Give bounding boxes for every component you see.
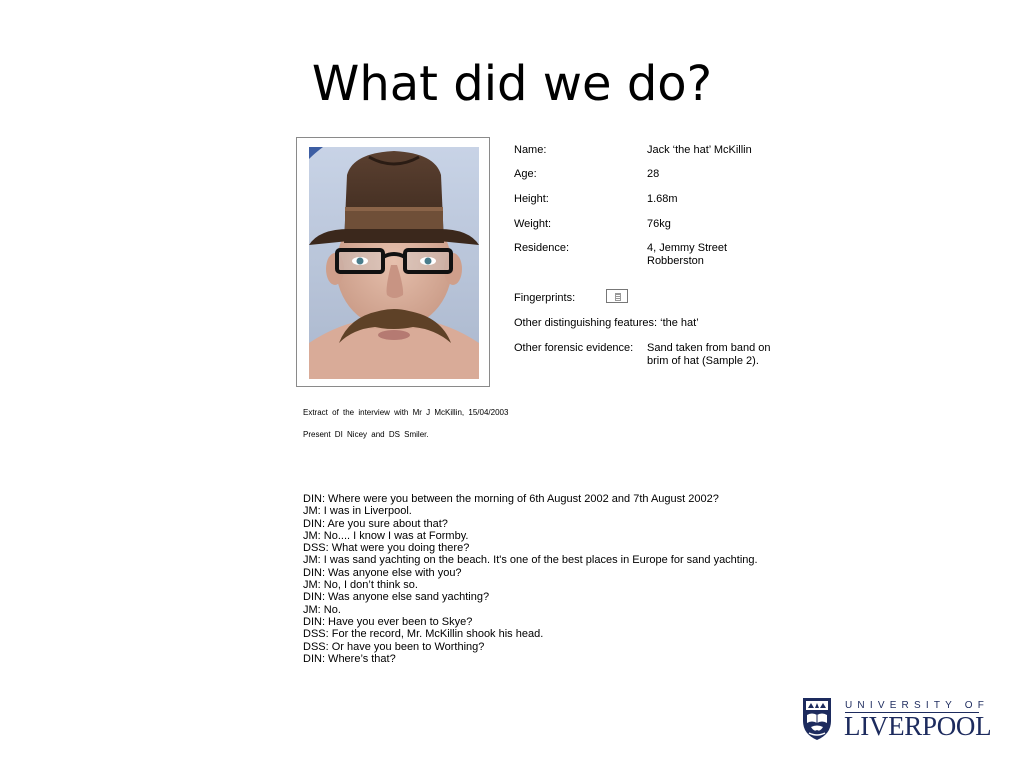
detail-value-residence-line2: Robberston bbox=[647, 255, 704, 267]
detail-label-name: Name: bbox=[514, 144, 547, 156]
transcript-line: DSS: What were you doing there? bbox=[303, 542, 470, 555]
detail-value-name: Jack ‘the hat’ McKillin bbox=[647, 144, 752, 156]
logo-university-of: UNIVERSITY OF bbox=[845, 700, 990, 711]
university-crest-icon bbox=[802, 697, 832, 741]
detail-label-weight: Weight: bbox=[514, 218, 552, 230]
detail-label-features: Other distinguishing features: ‘the hat’ bbox=[514, 317, 699, 329]
transcript-line: JM: I was sand yachting on the beach. It's one of the best places in Europe for sand yachting. bbox=[303, 554, 758, 567]
transcript-line: JM: No.... I know I was at Formby. bbox=[303, 529, 469, 542]
transcript-line: DSS: Or have you been to Worthing? bbox=[303, 640, 485, 653]
transcript-line: JM: No, I don’t think so. bbox=[303, 579, 418, 592]
detail-label-forensic: Other forensic evidence: bbox=[514, 342, 634, 354]
interview-header: Extract of the interview with Mr J McKillin, 15/04/2003 bbox=[303, 408, 509, 417]
detail-value-forensic-line2: brim of hat (Sample 2). bbox=[647, 355, 759, 367]
detail-label-height: Height: bbox=[514, 193, 549, 205]
slide-title: What did we do? bbox=[311, 56, 713, 112]
transcript-line: DIN: Where were you between the morning of 6th August 2002 and 7th August 2002? bbox=[303, 493, 719, 505]
detail-label-age: Age: bbox=[514, 168, 537, 180]
interview-transcript bbox=[303, 493, 758, 665]
detail-label-fingerprints: Fingerprints: bbox=[514, 292, 576, 304]
interview-present: Present DI Nicey and DS Smiler. bbox=[303, 430, 429, 439]
detail-label-residence: Residence: bbox=[514, 242, 570, 254]
fingerprint-card-icon[interactable] bbox=[606, 289, 628, 303]
transcript-line: DIN: Are you sure about that? bbox=[303, 517, 448, 530]
transcript-line: DSS: For the record, Mr. McKillin shook his head. bbox=[303, 628, 544, 641]
detail-value-height: 1.68m bbox=[647, 193, 678, 205]
detail-value-age: 28 bbox=[647, 168, 660, 180]
transcript-line: JM: No. bbox=[303, 603, 341, 616]
transcript-line: DIN: Was anyone else sand yachting? bbox=[303, 591, 490, 604]
detail-value-weight: 76kg bbox=[647, 218, 671, 230]
university-logo bbox=[802, 697, 992, 743]
transcript-line: DIN: Have you ever been to Skye? bbox=[303, 615, 473, 628]
suspect-photo-icon bbox=[309, 147, 479, 379]
detail-value-residence: 4, Jemmy Street bbox=[647, 242, 728, 254]
transcript-line: DIN: Was anyone else with you? bbox=[303, 566, 462, 579]
detail-value-forensic: Sand taken from band on bbox=[647, 342, 771, 354]
transcript-line: DIN: Where’s that? bbox=[303, 652, 396, 665]
suspect-photo bbox=[296, 137, 490, 387]
transcript-line: JM: I was in Liverpool. bbox=[303, 505, 412, 518]
logo-liverpool: LIVERPOOL bbox=[844, 711, 992, 741]
